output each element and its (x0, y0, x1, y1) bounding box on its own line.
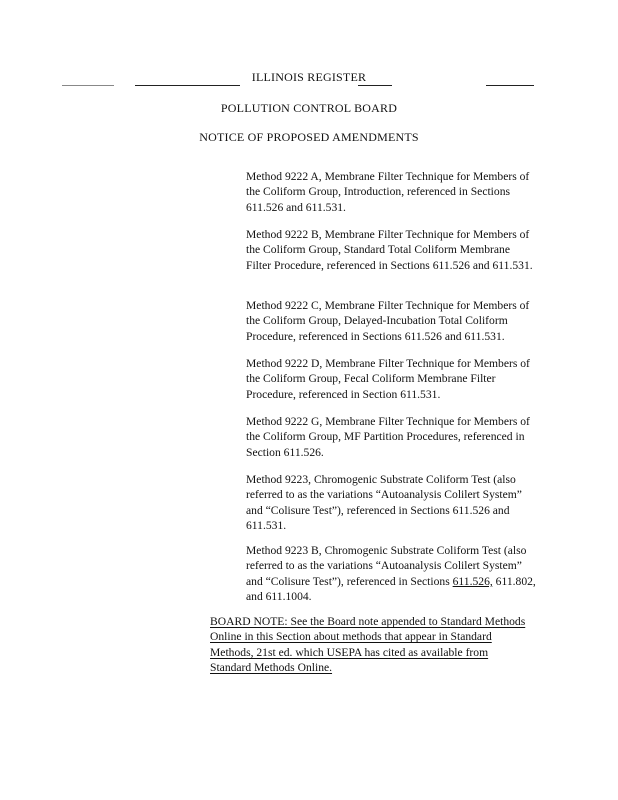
method-paragraph: Method 9222 B, Membrane Filter Technique for Members of the Coliform Group, Standard Total Coliform Membrane Filter Procedure, referenced in Sections 611.526 and 611.531. (246, 228, 533, 272)
header-rule-right (486, 85, 534, 86)
board-name: POLLUTION CONTROL BOARD (220, 101, 398, 115)
header-rule-left (135, 85, 240, 86)
board-note: BOARD NOTE: See the Board note appended to Standard Methods Online in this Section about methods that appear in Standard Methods, 21st ed. which USEPA has cited as available from Standard Methods Online. (210, 615, 526, 675)
method-paragraph: Method 9223, Chromogenic Substrate Coliform Test (also referred to as the variations “Autoanalysis Colilert System” and “Colisure Test”), referenced in Sections 611.526 and 611.531. (246, 473, 522, 533)
method-paragraph: Method 9222 G, Membrane Filter Technique for Members of the Coliform Group, MF Partition Procedures, referenced in Section 611.526. (246, 415, 530, 459)
method-paragraph: Method 9222 A, Membrane Filter Technique for Members of the Coliform Group, Introduction, referenced in Sections 611.526 and 611.531. (246, 170, 530, 214)
added-section-reference: 611.526, (452, 574, 493, 588)
notice-heading: NOTICE OF PROPOSED AMENDMENTS (199, 130, 419, 144)
method-paragraph (246, 543, 536, 605)
method-paragraph: Method 9222 D, Membrane Filter Technique for Members of the Coliform Group, Fecal Coliform Membrane Filter Procedure, referenced in Section 611.531. (246, 357, 530, 401)
method-text-tail: 611.802, and 611.1004. (246, 574, 536, 604)
register-title: ILLINOIS REGISTER (251, 70, 367, 84)
method-text: Method 9223 B, Chromogenic Substrate Coliform Test (also referred to as the variations “Autoanalysis Colilert System” and “Colisure Test”), referenced in Sections (246, 544, 527, 588)
header-rule-middle (358, 85, 392, 86)
method-paragraph: Method 9222 C, Membrane Filter Technique for Members of the Coliform Group, Delayed-Incubation Total Coliform Procedure, referenced in Sections 611.526 and 611.531. (246, 299, 530, 343)
header-rule-left-faint (62, 85, 114, 86)
